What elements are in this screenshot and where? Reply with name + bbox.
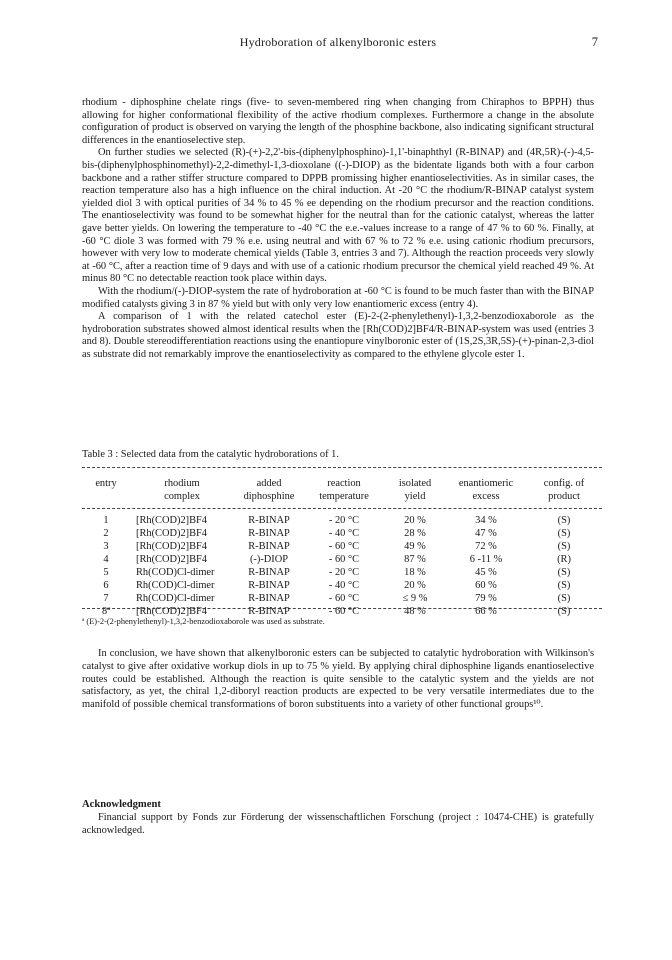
- header-row-bottom: [82, 491, 602, 504]
- table-cell: 20 %: [404, 580, 426, 591]
- header-cell: yield: [404, 490, 426, 502]
- table-cell: - 60 °C: [328, 541, 360, 552]
- table-row: [82, 592, 602, 605]
- header-cell: complex: [164, 490, 200, 502]
- table-cell: 8ª: [101, 606, 111, 617]
- table-cell: 18 %: [404, 567, 426, 578]
- table-row: [82, 566, 602, 579]
- conclusion-paragraph: In conclusion, we have shown that alkenylboronic esters can be subjected to catalytic hydroboration with Wilkinson's catalyst to give after oxidative workup diols in up to 75 % yield. By applying chiral diphosphine ligands enantioselective routes could be established. Although the reaction is quite sensible to the catalytic system and the yields are not satisfactory, as yet, the chiral 1,2-diboryl reaction products are expected to be very versatile intermediates due to the manifold of possible chemical transformations of boron substituents into a variety of other functional groups¹⁰.: [82, 648, 594, 710]
- table-cell: 34 %: [475, 515, 497, 526]
- header-cell: temperature: [319, 490, 369, 502]
- acknowledgment-heading: Acknowledgment: [82, 799, 161, 810]
- table-cell: ≤ 9 %: [402, 593, 428, 604]
- table-cell: 5: [103, 567, 109, 578]
- table-cell: 72 %: [475, 541, 497, 552]
- table-cell: 49 %: [404, 541, 426, 552]
- paragraph-1: rhodium - diphosphine chelate rings (five- to seven-membered ring when changing from Chiraphos to BPPH) thus allowing for higher conformational flexibility of the active rhodium complexes. Furthermore a change in the absolute configuration of product is observed on varying the length of the phosphine backbone, also indicating significant structural differences in the enantioselective step.: [82, 97, 594, 146]
- table-cell: 79 %: [475, 593, 497, 604]
- table-header: [82, 478, 602, 514]
- body-text: [82, 97, 594, 361]
- table-body: [82, 514, 602, 618]
- table-row: [82, 514, 602, 527]
- table-cell: (S): [557, 541, 571, 552]
- header-cell: isolated: [398, 478, 432, 489]
- table-cell: Rh(COD)Cl-dimer: [136, 593, 215, 604]
- table-cell: R-BINAP: [248, 515, 290, 526]
- table-cell: (S): [557, 515, 571, 526]
- table-cell: - 60 °C: [328, 606, 360, 617]
- table-cell: - 20 °C: [328, 515, 360, 526]
- header-cell: product: [548, 490, 580, 502]
- table-cell: Rh(COD)Cl-dimer: [136, 567, 215, 578]
- table-row: [82, 527, 602, 540]
- table-cell: R-BINAP: [248, 606, 290, 617]
- table-cell: (S): [557, 593, 571, 604]
- table-cell: - 20 °C: [328, 567, 360, 578]
- table-cell: [Rh(COD)2]BF4: [136, 606, 208, 617]
- table-row: [82, 553, 602, 566]
- table-cell: [Rh(COD)2]BF4: [136, 541, 208, 552]
- table-cell: R-BINAP: [248, 567, 290, 578]
- table-footnote: ª (E)-2-(2-phenylethenyl)-1,3,2-benzodioxaborole was used as substrate.: [82, 617, 325, 626]
- table-cell: [Rh(COD)2]BF4: [136, 515, 208, 526]
- paragraph-2: On further studies we selected (R)-(+)-2,2'-bis-(diphenylphosphino)-1,1'-binaphthyl (R-BINAP) and (4R,5R)-(-)-4,5-bis-(diphenylphosphinomethyl)-2,2-dimethyl-1,3-dioxolane ((-)-DIOP) as the bidentate ligands both with a four carbon backbone and a rather stiffer structure compared to DPPB promissing higher enantioselectivities. As in similar cases, the reaction temperature also has a high influence on the chiral induction. At -20 °C the rhodium/R-BINAP catalyst system yielded diol 3 with optical purities of 34 % to 45 % ee depending on the rhodium precursor and the reaction conditions. The enantioselectivity was found to be somewhat higher for the neutral than for the cationic catalyst, whereas the latter gave better yields. On lowering the temperature to -40 °C the e.e.-values increase to a range of 47 % to 60 %. Finally, at -60 °C diole 3 was formed with 79 % e.e. using neutral and with 67 % to 72 % e.e. using cationic rhodium precursors, however with very low to moderate chemical yields (Table 3, entries 3 and 7). Although the reaction proceeds very slowly at -60 °C, after a reaction time of 9 days and with use of a cationic rhodium precursor the chemical yield reached 49 %. At minus 80 °C no detectable reaction took place within days.: [82, 147, 594, 285]
- paragraph-3: With the rhodium/(-)-DIOP-system the rate of hydroboration at -60 °C is found to be much faster than with the BINAP modified catalysts giving 3 in 87 % yield but with only very low enantiomeric excess (entry 4).: [82, 285, 594, 310]
- table-cell: Rh(COD)Cl-dimer: [136, 580, 215, 591]
- table-caption: Table 3 : Selected data from the catalytic hydroborations of 1.: [82, 449, 339, 460]
- table-cell: (S): [557, 580, 571, 591]
- header-gap: [82, 503, 602, 514]
- header-cell: excess: [472, 490, 500, 502]
- acknowledgment-text: Financial support by Fonds zur Förderung der wissenschaftlichen Forschung (project : 10474-CHE) is gratefully acknowledged.: [82, 812, 594, 836]
- table-top-rule: [82, 467, 602, 468]
- data-table: [82, 478, 602, 618]
- table-cell: - 60 °C: [328, 554, 360, 565]
- header-cell: diphosphine: [243, 490, 295, 502]
- table-cell: 7: [103, 593, 109, 604]
- table-cell: 1: [103, 515, 109, 526]
- table-cell: [Rh(COD)2]BF4: [136, 554, 208, 565]
- table-cell: [Rh(COD)2]BF4: [136, 528, 208, 539]
- table-cell: R-BINAP: [248, 541, 290, 552]
- table-cell: - 40 °C: [328, 580, 360, 591]
- table-cell: R-BINAP: [248, 580, 290, 591]
- header-cell: enantiomeric: [458, 478, 514, 489]
- table-row: [82, 540, 602, 553]
- table-cell: 4: [103, 554, 109, 565]
- table-cell: - 60 °C: [328, 593, 360, 604]
- header-cell: rhodium: [164, 478, 200, 489]
- page-header: [82, 35, 598, 51]
- table-cell: - 40 °C: [328, 528, 360, 539]
- table-cell: 6 -11 %: [469, 554, 503, 565]
- table-cell: 6: [103, 580, 109, 591]
- header-cell: [82, 491, 130, 504]
- header-cell: reaction: [327, 478, 361, 489]
- table-cell: 66 %: [475, 606, 497, 617]
- table-cell: (S): [557, 528, 571, 539]
- header-cell: entry: [95, 478, 117, 489]
- header-row-top: [82, 478, 602, 491]
- table-cell: 48 %: [404, 606, 426, 617]
- table-cell: 47 %: [475, 528, 497, 539]
- table-cell: R-BINAP: [248, 528, 290, 539]
- page-number: 7: [591, 35, 598, 49]
- table-cell: 28 %: [404, 528, 426, 539]
- header-cell: added: [256, 478, 282, 489]
- table-cell: 3: [103, 541, 109, 552]
- table-cell: (-)-DIOP: [249, 554, 289, 565]
- table-cell: (S): [557, 606, 571, 617]
- paragraph-4: A comparison of 1 with the related catechol ester (E)-2-(2-phenylethenyl)-1,3,2-benzodioxaborole as the hydroboration substrates showed almost identical results when the [Rh(COD)2]BF4/R-BINAP-system was used (entries 3 and 8). Double stereodifferentiation reactions using the enantiopure vinylboronic ester of (1S,2S,3R,5S)-(+)-pinan-2,3-diol as substrate did not remarkably improve the enantioselectivity as compared to the ethylene glycole ester 1.: [82, 311, 594, 360]
- table-cell: 45 %: [475, 567, 497, 578]
- table-cell: (R): [557, 554, 571, 565]
- table-cell: 2: [103, 528, 109, 539]
- table-row: [82, 579, 602, 592]
- running-title: Hydroboration of alkenylboronic esters: [239, 35, 437, 49]
- table-cell: R-BINAP: [248, 593, 290, 604]
- table-cell: 20 %: [404, 515, 426, 526]
- table-cell: 60 %: [475, 580, 497, 591]
- table-cell: (S): [557, 567, 571, 578]
- table-cell: 87 %: [404, 554, 426, 565]
- header-cell: config. of: [543, 478, 585, 489]
